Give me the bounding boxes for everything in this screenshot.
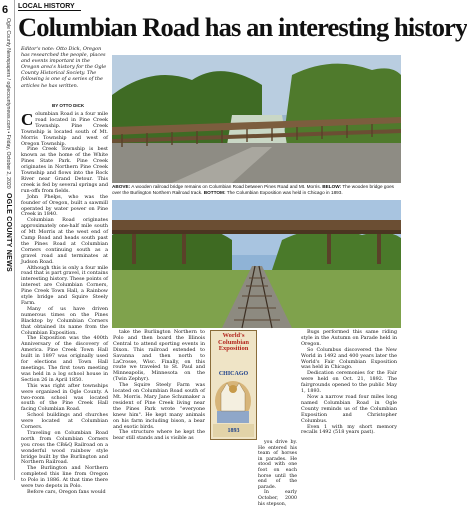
caption-text-bottom: The Columbian Exposition was held in Chicago in 1893. (225, 189, 343, 195)
paragraph (21, 112, 108, 147)
paragraph: Many of us have driven numerous times on the Pines Blacktop by Columbian Corners that obtained its name from the Columbian Exposition. (21, 305, 108, 336)
paragraph: Before cars, Oregon fans would (27, 489, 106, 495)
paragraph: In early October, 2000 his stepson, (258, 490, 297, 507)
paragraph: take the Burlington Northern to Polo and then board the Illinois Central to attend sporting events in Dixon. This railroad extended to Savanna and then north to LaCrosse, Wisc. Finally, on this route we traveled to St. Paul and Minneapolis, Minnesota on the (Twin Zephyr). (113, 329, 205, 383)
bridge-photo-above (112, 55, 401, 183)
poster-title: World's Columbian Exposition (217, 332, 250, 352)
paragraph: School buildings and churches were located at Columbian Corners. (21, 412, 108, 431)
article-column-4 (301, 330, 397, 478)
railroad-photo-below-illustration (112, 200, 401, 328)
dropcap: C (21, 110, 34, 129)
editor-note: Editor's note: Otto Dick, Oregon has researched the people, places and events important in the Oregon area's history for the Ogle County Historical Society. The following is one of a series of the articles he has written. (21, 46, 107, 89)
paragraph: you drive by. He entered his team of horses in parades. He stood with one foot on each horse until the end of the parade. (258, 440, 297, 490)
side-strip-text: Ogle County Newspapers / oglecountynews.com • Friday, October 2, 2020 (5, 18, 11, 189)
article-column-2 (113, 330, 205, 478)
paragraph-text: olumbian Road is a four mile road located in Pine Creek Township. Pine Creek Township is located south of Mt. Morris Township and west of Oregon Township. (21, 111, 108, 147)
photo-caption (112, 184, 401, 195)
paragraph: John Phelps, who was the founder of Oregon, built a sawmill operated by water power on Pine Creek in 1840. (21, 193, 108, 218)
paper-name: OGLE COUNTY NEWS (5, 193, 12, 272)
caption-text-below: The wooden bridge goes over the Burlington Northern Railroad track. (112, 184, 395, 195)
paragraph: Traveling on Columbian Road north from Columbian Corners you cross the CB&Q Railroad on a wonderful wood rainbow style bridge built by the Burlington and Northern Railroad. (21, 429, 108, 466)
headline: Columbian Road has an interesting history (18, 12, 467, 42)
paragraph: Pine Creek Township is best known as the home of the White Pines State Park. Pine Creek originates in Northern Pine Creek Township and flows into the Rock River near Grand Detour. This creek is fed by several springs and run-offs from fields. (21, 146, 108, 194)
paragraph: Columbian Road originates approximately one-half mile south of Mt Morris at the west end of Camp Road and heads south past the Pines Road at Columbian Corners continuing south as a gravel road and terminates at Judson Road. (21, 217, 108, 265)
page-sidebar (0, 0, 15, 480)
article-column-3 (258, 440, 297, 507)
paragraph: The Exposition was the 400th Anniversary of the discovery of America. Pine Creek Town Hall built in 1897 was originally used for elections and Town Hall meetings. The first town meeting was held in a log school house in Section 26 in April 1850. (21, 335, 108, 383)
caption-text-above: A wooden railroad bridge remains on Columbian Road between Pines Road and Mt. Morris. (130, 184, 323, 189)
caption-label-below: BELOW: (322, 184, 342, 189)
paragraph: The Burlington and Northern completed this line from Oregon to Polo in 1886. At that time there were two depots in Polo. (21, 465, 108, 490)
caption-label-above: ABOVE: (112, 184, 131, 189)
paragraph: The structure where he kept the bear still stands and is visible as (113, 429, 205, 442)
paragraph: This was right after townships were organized in Ogle County. A two-room school was located south of the Pine Creek Hall facing Columbian Road. (21, 382, 108, 413)
paragraph: Dedication ceremonies for the Fair were held on Oct. 21, 1892. The fairgrounds opened to the public May 1, 1893. (301, 370, 397, 395)
railroad-photo-below (112, 200, 401, 328)
byline: BY OTTO DICK (52, 103, 85, 108)
paragraph: Although this is only a four mile road that is part gravel, it contains interesting history. These points of interest are Columbian Corners, Pine Creek Town Hall, a Rainbow style bridge and Squire Steely Farm. (21, 264, 108, 306)
caption-label-bottom: BOTTOM: (203, 189, 226, 195)
paragraph: So Columbus discovered the New World in 1492 and 400 years later the World's Fair Columbian Exposition was held in Chicago. (301, 346, 397, 371)
vertical-strip (5, 18, 12, 272)
poster-year: 1893 (227, 428, 240, 434)
exposition-poster (210, 330, 257, 440)
paragraph: The Squire Steely Farm was located on Columbian Road south of Mt. Morris. Mary Jane Schumaker a resident of Pine Creek living near the Pines Park wrote "everyone knew him". He kept many animals on his farm including bison, a bear and exotic birds. (113, 382, 205, 430)
paragraph: Even 1 with my short memory recalls 1492 (518 years past). (301, 423, 397, 436)
section-label: LOCAL HISTORY (18, 3, 81, 11)
article-column-1 (21, 110, 108, 495)
paragraph: Now a narrow road four miles long named Columbian Road in Ogle County reminds us of the Columbian Exposition and Christopher Columbus. (301, 393, 397, 424)
poster-city: CHICAGO (218, 371, 249, 377)
page-number: 6 (2, 4, 9, 16)
bridge-photo-above-illustration (112, 55, 401, 183)
paragraph: Bugs performed this same riding style in the Autumn on Parade held in Oregon. (301, 329, 397, 347)
